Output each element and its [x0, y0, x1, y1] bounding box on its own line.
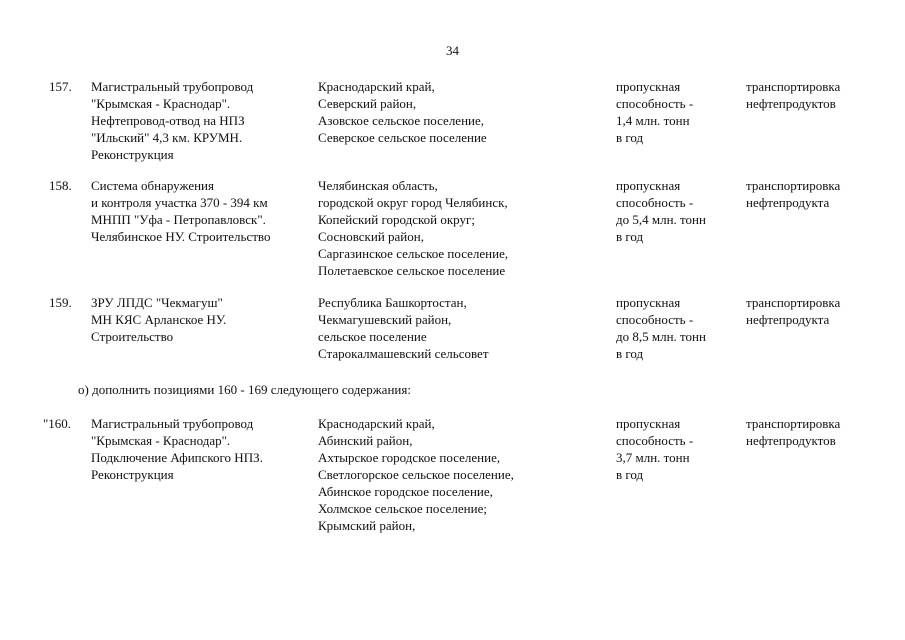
name-line: МНПП "Уфа - Петропавловск".: [91, 212, 266, 227]
object-location: [318, 78, 608, 146]
item-number: "160.: [43, 416, 72, 431]
name-line: Нефтепровод-отвод на НПЗ: [91, 113, 245, 128]
capacity-line: до 5,4 млн. тонн: [616, 212, 706, 227]
name-line: Подключение Афипского НПЗ.: [91, 450, 263, 465]
location-line: Полетаевское сельское поселение: [318, 263, 506, 278]
location-line: Крымский район,: [318, 518, 416, 533]
name-line: Реконструкция: [91, 147, 174, 162]
object-purpose: [746, 415, 896, 449]
name-line: "Ильский" 4,3 км. КРУМН.: [91, 130, 243, 145]
location-line: Саргазинское сельское поселение,: [318, 246, 509, 261]
purpose-line: транспортировка: [746, 416, 841, 431]
name-line: "Крымская - Краснодар".: [91, 433, 231, 448]
location-line: Краснодарский край,: [318, 416, 435, 431]
capacity-line: пропускная: [616, 79, 681, 94]
purpose-line: транспортировка: [746, 295, 841, 310]
object-location: [318, 177, 608, 279]
location-line: Ахтырское городское поселение,: [318, 450, 501, 465]
location-line: Северское сельское поселение: [318, 130, 487, 145]
page-number: 34: [446, 43, 459, 58]
name-line: Магистральный трубопровод: [91, 416, 254, 431]
location-line: Республика Башкортостан,: [318, 295, 467, 310]
capacity-line: способность -: [616, 312, 694, 327]
object-capacity: [616, 78, 736, 146]
location-line: Светлогорское сельское поселение,: [318, 467, 514, 482]
capacity-line: способность -: [616, 195, 694, 210]
object-location: [318, 415, 608, 534]
capacity-line: способность -: [616, 96, 694, 111]
object-name: [91, 294, 311, 345]
capacity-line: 3,7 млн. тонн: [616, 450, 690, 465]
location-line: городской округ город Челябинск,: [318, 195, 508, 210]
location-line: Копейский городской округ;: [318, 212, 475, 227]
name-line: Система обнаружения: [91, 178, 214, 193]
capacity-line: до 8,5 млн. тонн: [616, 329, 706, 344]
location-line: Сосновский район,: [318, 229, 424, 244]
name-line: Челябинское НУ. Строительство: [91, 229, 271, 244]
location-line: Холмское сельское поселение;: [318, 501, 487, 516]
name-line: "Крымская - Краснодар".: [91, 96, 231, 111]
location-line: сельское поселение: [318, 329, 427, 344]
object-name: [91, 78, 311, 163]
purpose-line: нефтепродуктов: [746, 96, 836, 111]
capacity-line: пропускная: [616, 295, 681, 310]
location-line: Челябинская область,: [318, 178, 438, 193]
capacity-line: в год: [616, 467, 644, 482]
object-capacity: [616, 415, 736, 483]
capacity-line: в год: [616, 130, 644, 145]
location-line: Старокалмашевский сельсовет: [318, 346, 489, 361]
purpose-line: транспортировка: [746, 178, 841, 193]
amendment-instruction: о) дополнить позициями 160 - 169 следующего содержания:: [78, 382, 411, 397]
name-line: Реконструкция: [91, 467, 174, 482]
name-line: и контроля участка 370 - 394 км: [91, 195, 268, 210]
item-number: 158.: [49, 178, 72, 193]
capacity-line: пропускная: [616, 178, 681, 193]
purpose-line: нефтепродукта: [746, 195, 830, 210]
object-purpose: [746, 294, 896, 328]
object-purpose: [746, 177, 896, 211]
name-line: МН КЯС Арланское НУ.: [91, 312, 227, 327]
name-line: Магистральный трубопровод: [91, 79, 254, 94]
capacity-line: в год: [616, 229, 644, 244]
capacity-line: в год: [616, 346, 644, 361]
object-purpose: [746, 78, 896, 112]
location-line: Северский район,: [318, 96, 417, 111]
location-line: Азовское сельское поселение,: [318, 113, 485, 128]
capacity-line: 1,4 млн. тонн: [616, 113, 690, 128]
name-line: ЗРУ ЛПДС "Чекмагуш": [91, 295, 223, 310]
location-line: Краснодарский край,: [318, 79, 435, 94]
location-line: Чекмагушевский район,: [318, 312, 452, 327]
name-line: Строительство: [91, 329, 174, 344]
capacity-line: способность -: [616, 433, 694, 448]
object-name: [91, 415, 311, 483]
object-capacity: [616, 294, 736, 362]
location-line: Абинское городское поселение,: [318, 484, 493, 499]
object-name: [91, 177, 311, 245]
purpose-line: нефтепродуктов: [746, 433, 836, 448]
capacity-line: пропускная: [616, 416, 681, 431]
item-number: 159.: [49, 295, 72, 310]
object-capacity: [616, 177, 736, 245]
object-location: [318, 294, 608, 362]
location-line: Абинский район,: [318, 433, 413, 448]
item-number: 157.: [49, 79, 72, 94]
purpose-line: транспортировка: [746, 79, 841, 94]
purpose-line: нефтепродукта: [746, 312, 830, 327]
